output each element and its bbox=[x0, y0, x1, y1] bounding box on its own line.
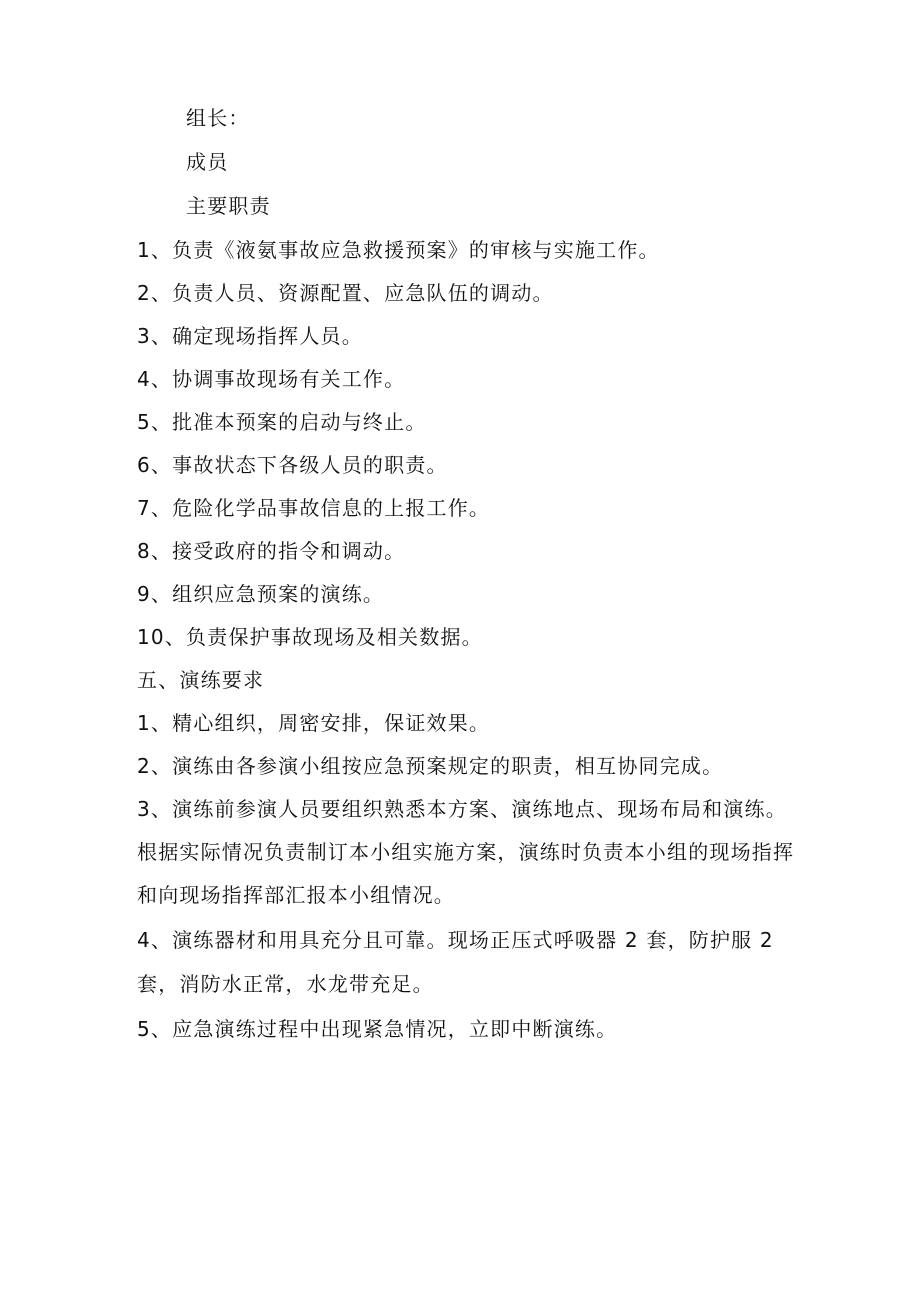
duty-item: 3、确定现场指挥人员。 bbox=[137, 324, 363, 348]
requirement-item: 5、应急演练过程中出现紧急情况，立即中断演练。 bbox=[137, 1017, 618, 1041]
duty-item: 5、批准本预案的启动与终止。 bbox=[137, 410, 427, 434]
requirement-item: 2、演练由各参演小组按应急预案规定的职责，相互协同完成。 bbox=[137, 754, 724, 778]
duty-item: 7、危险化学品事故信息的上报工作。 bbox=[137, 496, 491, 520]
duty-item: 1、负责《液氨事故应急救援预案》的审核与实施工作。 bbox=[137, 238, 660, 262]
duty-item: 6、事故状态下各级人员的职责。 bbox=[137, 453, 448, 477]
requirement-item: 3、演练前参演人员要组织熟悉本方案、演练地点、现场布局和演练。 bbox=[137, 797, 787, 821]
main-duties-heading: 主要职责 bbox=[186, 194, 271, 218]
members-label: 成员 bbox=[186, 150, 229, 174]
group-leader-label: 组长： bbox=[186, 106, 250, 130]
requirement-item-continued: 和向现场指挥部汇报本小组情况。 bbox=[137, 883, 455, 907]
requirement-item: 1、精心组织，周密安排，保证效果。 bbox=[137, 711, 491, 735]
duty-item: 8、接受政府的指令和调动。 bbox=[137, 539, 406, 563]
duty-item: 4、协调事故现场有关工作。 bbox=[137, 367, 406, 391]
duty-item: 10、负责保护事故现场及相关数据。 bbox=[137, 625, 483, 649]
duty-item: 2、负责人员、资源配置、应急队伍的调动。 bbox=[137, 281, 554, 305]
requirement-item-continued: 套，消防水正常，水龙带充足。 bbox=[137, 972, 434, 996]
requirement-item: 4、演练器材和用具充分且可靠。现场正压式呼吸器 2 套，防护服 2 bbox=[137, 928, 774, 952]
section-five-title: 五、演练要求 bbox=[137, 668, 265, 692]
duty-item: 9、组织应急预案的演练。 bbox=[137, 582, 385, 606]
requirement-item-continued: 根据实际情况负责制订本小组实施方案，演练时负责本小组的现场指挥 bbox=[137, 840, 795, 864]
